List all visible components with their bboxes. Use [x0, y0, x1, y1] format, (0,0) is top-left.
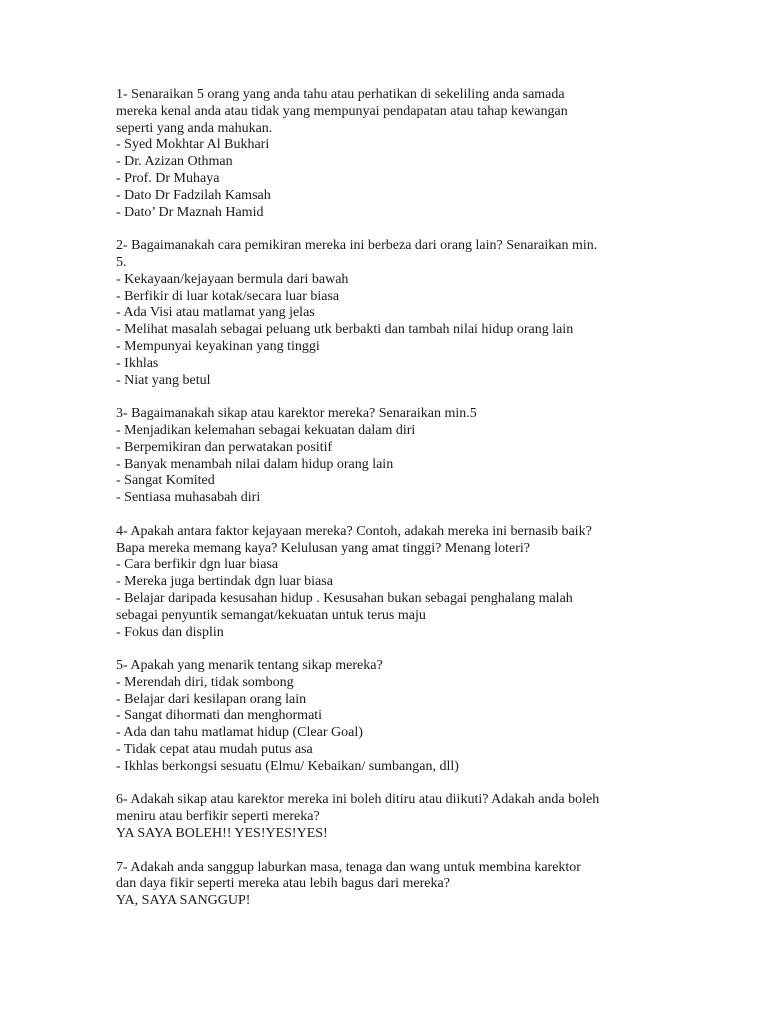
answer-line: - Dato Dr Fadzilah Kamsah — [116, 187, 271, 203]
answer-line: - Niat yang betul — [116, 372, 211, 388]
answer-line: - Ada dan tahu matlamat hidup (Clear Goal) — [116, 725, 363, 741]
section-3 — [116, 406, 656, 507]
answer-line: - Menjadikan kelemahan sebagai kekuatan dalam diri — [116, 422, 416, 438]
question-line: 5- Apakah yang menarik tentang sikap mereka? — [116, 658, 383, 674]
answer-line: - Sangat Komited — [116, 473, 215, 489]
answer-line: YA, SAYA SANGGUP! — [116, 893, 251, 909]
answer-line: - Merendah diri, tidak sombong — [116, 674, 294, 690]
answer-line: - Belajar daripada kesusahan hidup . Kesusahan bukan sebagai penghalang malah — [116, 590, 573, 606]
section-4 — [116, 524, 656, 642]
section-2 — [116, 238, 656, 389]
question-line: seperti yang anda mahukan. — [116, 120, 273, 136]
question-line: 3- Bagaimanakah sikap atau karektor mereka? Senaraikan min.5 — [116, 406, 477, 422]
answer-line: - Dato’ Dr Maznah Hamid — [116, 204, 264, 220]
answer-line: YA SAYA BOLEH!! YES!YES!YES! — [116, 826, 328, 842]
question-line: 1- Senaraikan 5 orang yang anda tahu atau perhatikan di sekeliling anda samada — [116, 87, 565, 102]
question-line: 4- Apakah antara faktor kejayaan mereka? Contoh, adakah mereka ini bernasib baik? — [116, 523, 592, 539]
answer-line: - Prof. Dr Muhaya — [116, 170, 220, 186]
answer-line: - Ada Visi atau matlamat yang jelas — [116, 305, 315, 321]
answer-line: - Belajar dari kesilapan orang lain — [116, 691, 307, 707]
question-line: 5. — [116, 254, 127, 270]
question-line: 7- Adakah anda sanggup laburkan masa, tenaga dan wang untuk membina karektor — [116, 859, 581, 875]
section-7 — [116, 860, 656, 910]
answer-line: - Sangat dihormati dan menghormati — [116, 708, 323, 724]
answer-line: - Dr. Azizan Othman — [116, 154, 233, 170]
answer-line: - Ikhlas berkongsi sesuatu (Elmu/ Kebaikan/ sumbangan, dll) — [116, 758, 459, 774]
question-line: dan daya fikir seperti mereka atau lebih bagus dari mereka? — [116, 876, 450, 892]
question-line: meniru atau berfikir seperti mereka? — [116, 809, 320, 825]
answer-line: - Sentiasa muhasabah diri — [116, 490, 261, 506]
answer-line: sebagai penyuntik semangat/kekuatan untuk terus maju — [116, 607, 426, 623]
answer-line: - Tidak cepat atau mudah putus asa — [116, 742, 313, 758]
answer-line: - Fokus dan displin — [116, 624, 224, 640]
section-1 — [116, 87, 656, 221]
answer-line: - Cara berfikir dgn luar biasa — [116, 557, 279, 573]
answer-line: - Banyak menambah nilai dalam hidup orang lain — [116, 456, 394, 472]
answer-line: - Melihat masalah sebagai peluang utk berbakti dan tambah nilai hidup orang lain — [116, 322, 574, 338]
question-line: 6- Adakah sikap atau karektor mereka ini boleh ditiru atau diikuti? Adakah anda boleh — [116, 792, 600, 808]
answer-line: - Kekayaan/kejayaan bermula dari bawah — [116, 271, 349, 287]
answer-line: - Ikhlas — [116, 355, 159, 371]
section-5 — [116, 658, 656, 776]
answer-line: - Mempunyai keyakinan yang tinggi — [116, 338, 320, 354]
section-6 — [116, 792, 656, 842]
question-line: mereka kenal anda atau tidak yang mempunyai pendapatan atau tahap kewangan — [116, 103, 568, 119]
answer-line: - Berpemikiran dan perwatakan positif — [116, 439, 333, 455]
document-page — [116, 87, 656, 927]
question-line: Bapa mereka memang kaya? Kelulusan yang amat tinggi? Menang loteri? — [116, 540, 531, 556]
answer-line: - Mereka juga bertindak dgn luar biasa — [116, 574, 333, 590]
answer-line: - Syed Mokhtar Al Bukhari — [116, 137, 270, 153]
question-line: 2- Bagaimanakah cara pemikiran mereka ini berbeza dari orang lain? Senaraikan min. — [116, 238, 598, 254]
answer-line: - Berfikir di luar kotak/secara luar biasa — [116, 288, 340, 304]
